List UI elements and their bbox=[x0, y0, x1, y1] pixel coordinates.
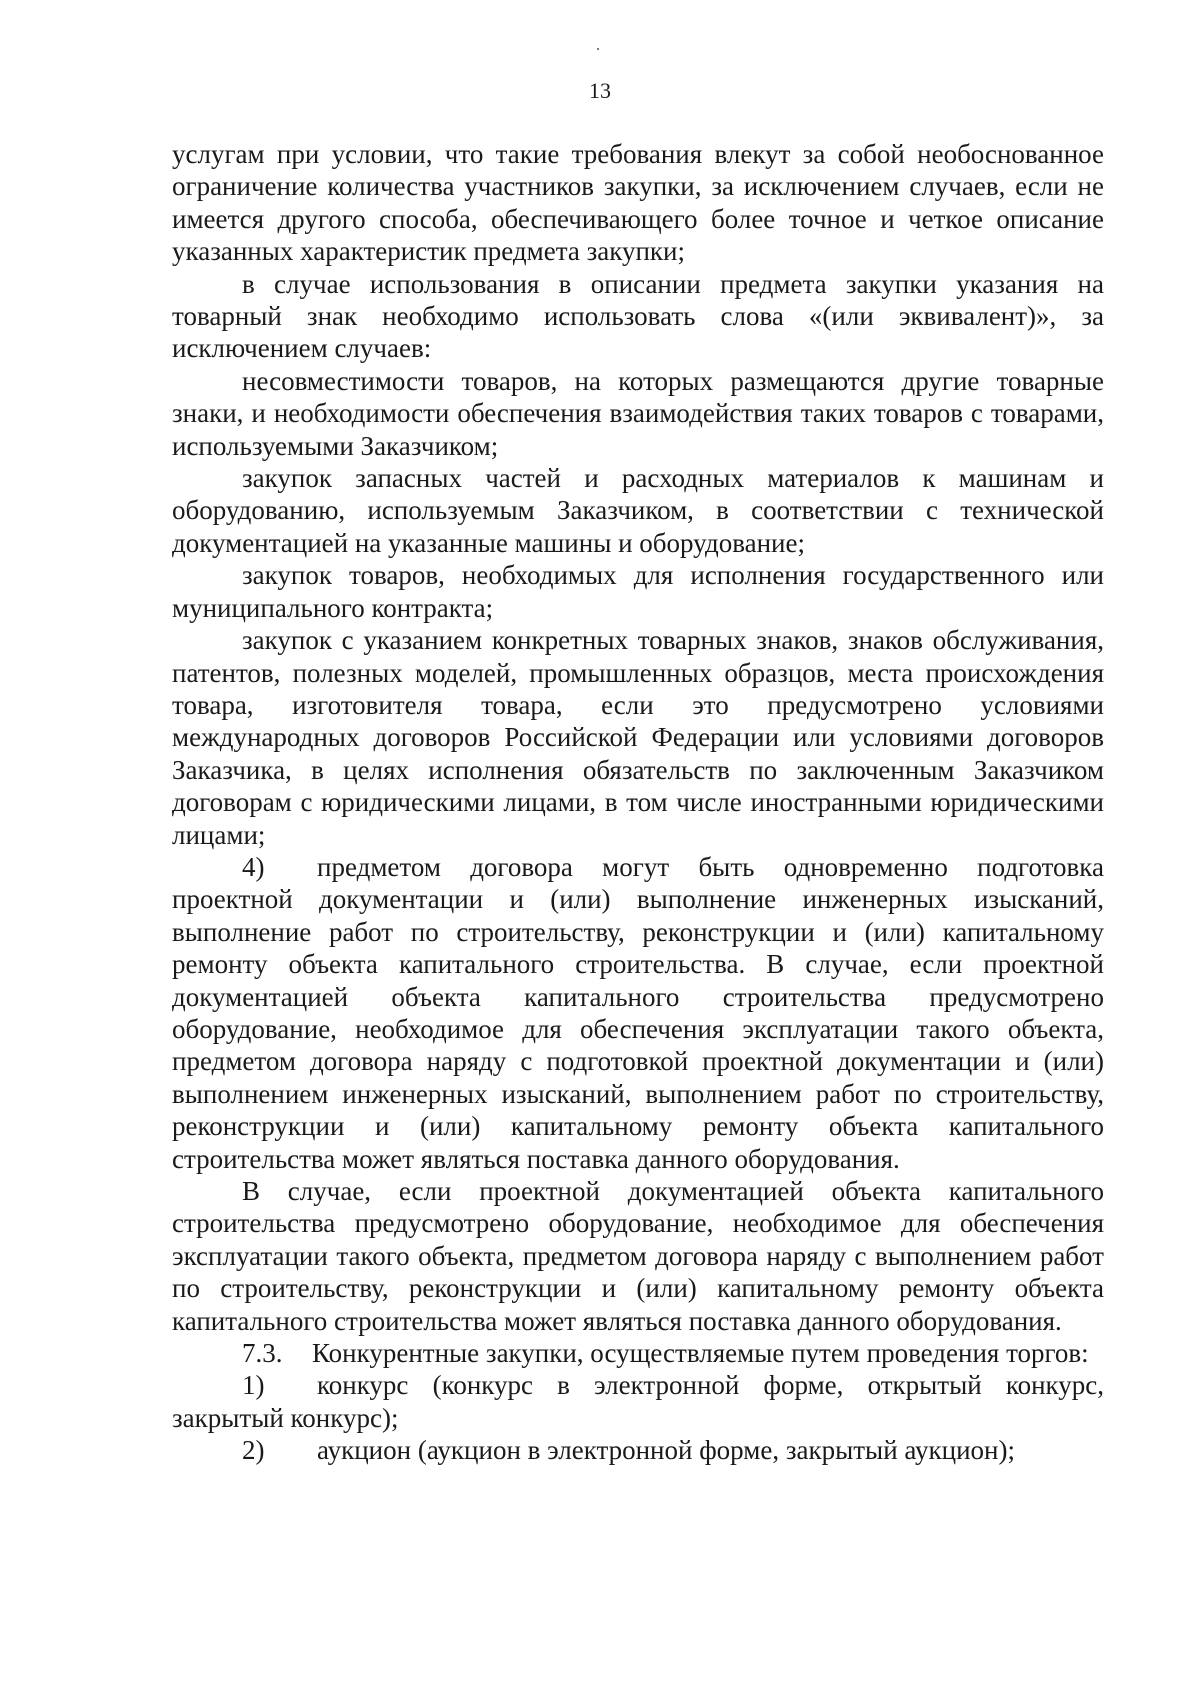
paragraph-text: услугам при условии, что такие требования влекут за собой необоснованное ограничение количества участников закупки, за исключением случаев, если не имеется другого способа, обеспечивающего более точное и четкое описание указанных характеристик предмета закупки; bbox=[172, 139, 1104, 267]
paragraph bbox=[172, 462, 1104, 559]
paragraph bbox=[172, 268, 1104, 365]
paragraph bbox=[172, 138, 1104, 268]
paragraph-text: закупок запасных частей и расходных материалов к машинам и оборудованию, используемым Заказчиком, в соответствии с технической документацией на указанные машины и оборудование; bbox=[172, 463, 1104, 558]
list-item-paragraph bbox=[172, 851, 1104, 1175]
list-number: 1) bbox=[242, 1370, 265, 1401]
section-paragraph bbox=[172, 1337, 1104, 1369]
list-item-paragraph bbox=[172, 1434, 1104, 1466]
section-number: 7.3. bbox=[242, 1338, 283, 1369]
paragraph-text: аукцион (аукцион в электронной форме, закрытый аукцион); bbox=[317, 1435, 1015, 1466]
paragraph bbox=[172, 365, 1104, 462]
paragraph-text: несовместимости товаров, на которых размещаются другие товарные знаки, и необходимости обеспечения взаимодействия таких товаров с товарами, используемыми Заказчиком; bbox=[172, 365, 1104, 461]
paragraph-text: закупок товаров, необходимых для исполнения государственного или муниципального контракта; bbox=[172, 560, 1104, 623]
paragraph-text: Конкурентные закупки, осуществляемые путем проведения торгов: bbox=[312, 1338, 1089, 1369]
paragraph-text: предметом договора могут быть одновременно подготовка проектной документации и (или) выполнение инженерных изысканий, выполнение работ по строительству, реконструкции и (или) капитальному ремонту объекта капитального строительства. В случае, если проектной документацией объекта капитального строительства предусмотрено оборудование, необходимое для обеспечения эксплуатации такого объекта, предметом договора наряду с подготовкой проектной документации и (или) выполнением инженерных изысканий, выполнением работ по строительству, реконструкции и (или) капитальному ремонту объекта капитального строительства может являться поставка данного оборудования. bbox=[172, 851, 1104, 1174]
paragraph bbox=[172, 624, 1104, 851]
paragraph-text: В случае, если проектной документацией объекта капитального строительства предусмотрено оборудование, необходимое для обеспечения эксплуатации такого объекта, предметом договора наряду с выполнением работ по строительству, реконструкции и (или) капитальному ремонту объекта капитального строительства может являться поставка данного оборудования. bbox=[172, 1176, 1104, 1336]
paragraph-text: закупок с указанием конкретных товарных знаков, знаков обслуживания, патентов, полезных моделей, промышленных образцов, места происхождения товара, изготовителя товара, если это предусмотрено условиями международных договоров Российской Федерации или условиями договоров Заказчика, в целях исполнения обязательств по заключенным Заказчиком договорам с юридическими лицами, в том числе иностранными юридическими лицами; bbox=[172, 625, 1104, 850]
paragraph-text: конкурс (конкурс в электронной форме, открытый конкурс, закрытый конкурс); bbox=[172, 1370, 1104, 1433]
paragraph bbox=[172, 1175, 1104, 1337]
paragraph-text: в случае использования в описании предмета закупки указания на товарный знак необходимо использовать слова «(или эквивалент)», за исключением случаев: bbox=[172, 268, 1104, 364]
paragraph bbox=[172, 559, 1104, 624]
list-item-paragraph bbox=[172, 1369, 1104, 1434]
scan-speck bbox=[597, 48, 599, 50]
list-number: 2) bbox=[242, 1435, 265, 1466]
document-body bbox=[172, 138, 1104, 1467]
page-number: 13 bbox=[589, 78, 611, 103]
list-number: 4) bbox=[242, 851, 265, 882]
